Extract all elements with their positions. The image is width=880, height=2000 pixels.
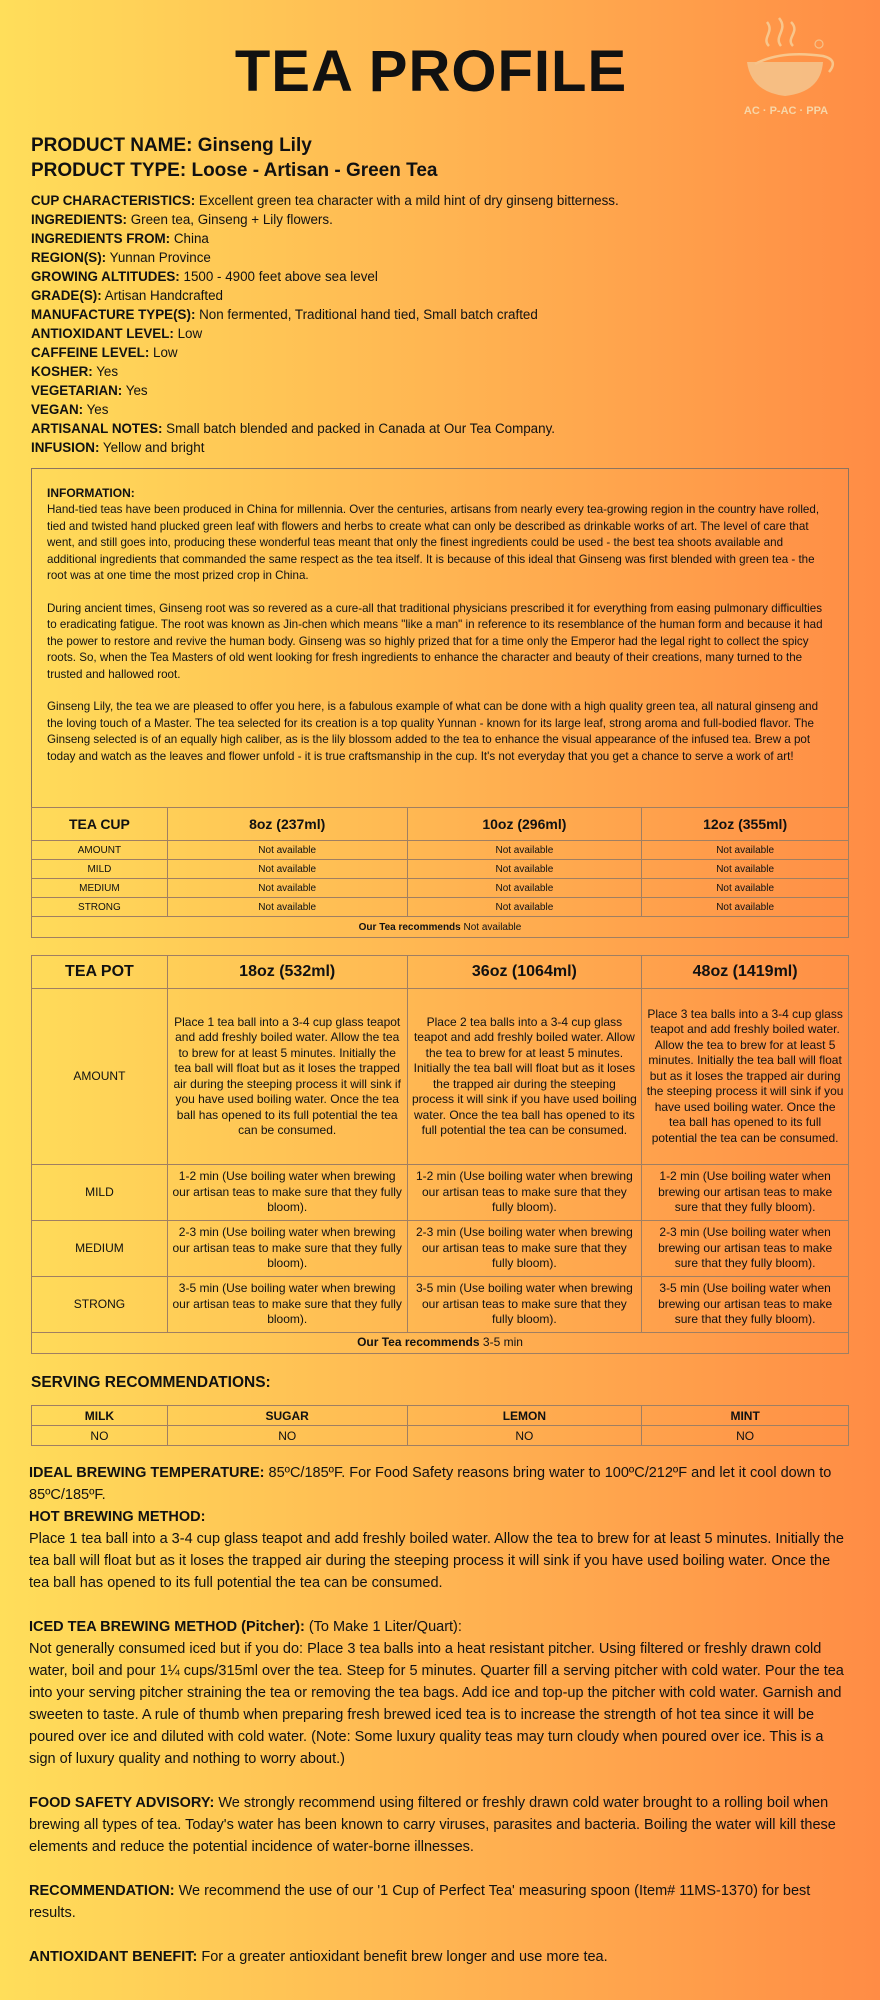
serving-value: NO — [407, 1426, 642, 1446]
brewing-instructions — [29, 1462, 851, 1968]
attribute-row — [31, 305, 849, 324]
attribute-value: Small batch blended and packed in Canada at Our Tea Company. — [166, 421, 555, 436]
table-cell: 3-5 min (Use boiling water when brewing our artisan teas to make sure that they fully bloom). — [407, 1277, 642, 1333]
row-label: STRONG — [32, 1277, 168, 1333]
information-box — [31, 468, 849, 808]
attribute-label: INGREDIENTS FROM: — [31, 231, 171, 246]
product-name: Ginseng Lily — [197, 135, 312, 156]
attribute-label: VEGAN: — [31, 402, 84, 417]
attribute-row — [31, 267, 849, 286]
brewing-text: We recommend the use of our '1 Cup of Perfect Tea' measuring spoon (Item# 11MS-1370) for best results. — [29, 1883, 811, 1921]
attribute-row — [31, 438, 849, 457]
serving-value: NO — [642, 1426, 849, 1446]
information-paragraph: Hand-tied teas have been produced in China for millennia. Over the centuries, artisans from nearly every tea-growing region in the country have rolled, tied and twisted hand plucked green leaf with flowers and herbs to create what can only be described as drinkable works of art. The level of care that went, and still goes into, producing these wonderful teas meant that only the finest ingredients could be used - the best tea shoots available and additional ingredients that commanded the same respect as the tea itself. It is because of this ideal that Ginseng was first blended with green tea - the root was at one time the most prized crop in China. — [47, 503, 820, 582]
attribute-row — [31, 191, 849, 210]
brewing-section — [29, 1506, 851, 1594]
brewing-text: For a greater antioxidant benefit brew longer and use more tea. — [201, 1949, 608, 1965]
table-row — [32, 860, 849, 879]
table-cell: 1-2 min (Use boiling water when brewing our artisan teas to make sure that they fully bloom). — [167, 1165, 407, 1221]
attribute-list — [31, 191, 849, 457]
page-title: TEA PROFILE — [234, 39, 628, 104]
attribute-label: ANTIOXIDANT LEVEL: — [31, 326, 174, 341]
attribute-value: Excellent green tea character with a mild hint of dry ginseng bitterness. — [198, 193, 619, 208]
brewing-section — [29, 1946, 851, 1968]
attribute-row — [31, 324, 849, 343]
table-cell: Not available — [167, 879, 407, 898]
recommendation-value: 3-5 min — [482, 1335, 523, 1350]
attribute-row — [31, 400, 849, 419]
table-cell: 2-3 min (Use boiling water when brewing our artisan teas to make sure that they fully bloom). — [642, 1221, 849, 1277]
row-label: MEDIUM — [32, 879, 168, 898]
product-name-label: PRODUCT NAME: — [31, 135, 193, 156]
brewing-section — [29, 1792, 851, 1858]
serving-value: NO — [167, 1426, 407, 1446]
brewing-text: Place 1 tea ball into a 3-4 cup glass teapot and add freshly boiled water. Allow the tea to brew for at least 5 minutes. Initially the tea ball will float but as it loses the trapped air during the steeping process it will sink if you have used boiling water. Once the tea ball has opened to its full potential the tea can be consumed. — [29, 1531, 844, 1591]
information-body — [47, 502, 833, 765]
table-cell: Place 1 tea ball into a 3-4 cup glass teapot and add freshly boiled water. Allow the tea to brew for at least 5 minutes. Initially the tea ball will float but as it loses the trapped air during the steeping process it will sink if you have used boiling water. Once the tea ball has opened to its full potential the tea can be consumed. — [167, 989, 407, 1165]
table-cell: Place 2 tea balls into a 3-4 cup glass teapot and add freshly boiled water. Allow the tea to brew for at least 5 minutes. Initially the tea ball will float but as it loses the trapped air during the steeping process it will sink if you have used boiling water. Once the tea ball has opened to its full potential the tea can be consumed. — [407, 989, 642, 1165]
brewing-label: RECOMMENDATION: — [29, 1883, 175, 1899]
brewing-text: 85ºC/185ºF. For Food Safety reasons bring water to 100ºC/212ºF and let it cool down to 85ºC/185ºF. — [29, 1465, 832, 1503]
product-type: Loose - Artisan - Green Tea — [191, 160, 438, 181]
attribute-value: Yunnan Province — [109, 250, 211, 265]
brewing-section — [29, 1462, 851, 1506]
brewing-section — [29, 1616, 851, 1770]
brewing-label: HOT BREWING METHOD: — [29, 1509, 206, 1525]
size-header: 18oz (532ml) — [167, 956, 407, 989]
size-header: 36oz (1064ml) — [407, 956, 642, 989]
serving-header: MINT — [642, 1406, 849, 1426]
table-header-row — [32, 808, 849, 841]
table-row — [32, 989, 849, 1165]
table-row — [32, 1165, 849, 1221]
attribute-row — [31, 248, 849, 267]
table-corner-header: TEA POT — [32, 956, 168, 989]
attribute-row — [31, 381, 849, 400]
attribute-value: Low — [153, 345, 178, 360]
logo-text: AC · P-AC · PPA — [743, 105, 829, 117]
table-cell: 2-3 min (Use boiling water when brewing our artisan teas to make sure that they fully bloom). — [167, 1221, 407, 1277]
attribute-label: ARTISANAL NOTES: — [31, 421, 163, 436]
table-cell: Not available — [642, 860, 849, 879]
attribute-value: Yes — [96, 364, 119, 379]
attribute-label: GROWING ALTITUDES: — [31, 269, 180, 284]
size-header: 48oz (1419ml) — [642, 956, 849, 989]
recommendation-label: Our Tea recommends — [358, 921, 461, 933]
table-cell: 3-5 min (Use boiling water when brewing our artisan teas to make sure that they fully bloom). — [167, 1277, 407, 1333]
row-label: MILD — [32, 860, 168, 879]
row-label: MILD — [32, 1165, 168, 1221]
attribute-label: CAFFEINE LEVEL: — [31, 345, 150, 360]
table-cell: Not available — [407, 898, 642, 917]
table-cell: Not available — [167, 860, 407, 879]
product-header — [31, 133, 437, 183]
recommendation-row — [32, 1333, 849, 1354]
table-cell: Not available — [642, 898, 849, 917]
attribute-row — [31, 286, 849, 305]
attribute-label: VEGETARIAN: — [31, 383, 123, 398]
brewing-label: FOOD SAFETY ADVISORY: — [29, 1795, 215, 1811]
table-cell: 1-2 min (Use boiling water when brewing our artisan teas to make sure that they fully bloom). — [407, 1165, 642, 1221]
size-header: 12oz (355ml) — [642, 808, 849, 841]
row-label: MEDIUM — [32, 1221, 168, 1277]
recommendation-label: Our Tea recommends — [357, 1335, 480, 1350]
attribute-label: REGION(S): — [31, 250, 107, 265]
size-header: 8oz (237ml) — [167, 808, 407, 841]
serving-table — [31, 1405, 849, 1446]
tea-pot-table — [31, 955, 849, 1354]
brewing-label: ICED TEA BREWING METHOD (Pitcher): — [29, 1619, 305, 1635]
table-cell: Not available — [642, 841, 849, 860]
table-header-row — [32, 956, 849, 989]
serving-header-row — [32, 1406, 849, 1426]
attribute-value: Low — [177, 326, 203, 341]
attribute-label: INFUSION: — [31, 440, 100, 455]
attribute-label: CUP CHARACTERISTICS: — [31, 193, 196, 208]
attribute-row — [31, 210, 849, 229]
attribute-label: KOSHER: — [31, 364, 93, 379]
serving-value-row — [32, 1426, 849, 1446]
attribute-value: Yellow and bright — [102, 440, 205, 455]
table-cell: 3-5 min (Use boiling water when brewing our artisan teas to make sure that they fully bloom). — [642, 1277, 849, 1333]
brewing-label: ANTIOXIDANT BENEFIT: — [29, 1949, 198, 1965]
attribute-label: GRADE(S): — [31, 288, 102, 303]
brewing-text: Not generally consumed iced but if you do: Place 3 tea balls into a heat resistant pitcher. Using filtered or freshly drawn cold water, boil and pour 1¼ cups/315ml over the tea. Steep for 5 minutes. Quarter fill a serving pitcher with cold water. Pour the tea into your serving pitcher straining the tea or removing the tea bags. Add ice and top-up the pitcher with cold water. Garnish and sweeten to taste. A rule of thumb when preparing fresh brewed iced tea is to increase the strength of hot tea since it will be poured over ice and diluted with cold water. (Note: Some luxury quality teas may turn cloudy when poured over ice. This is a sign of luxury quality and nothing to worry about.) — [29, 1641, 844, 1767]
table-cell: Not available — [642, 879, 849, 898]
attribute-label: MANUFACTURE TYPE(S): — [31, 307, 196, 322]
attribute-value: China — [173, 231, 209, 246]
table-cell: 1-2 min (Use boiling water when brewing our artisan teas to make sure that they fully bloom). — [642, 1165, 849, 1221]
attribute-value: Artisan Handcrafted — [104, 288, 224, 303]
attribute-row — [31, 362, 849, 381]
table-cell: Place 3 tea balls into a 3-4 cup glass teapot and add freshly boiled water. Allow the tea to brew for at least 5 minutes. Initially the tea ball will float but as it loses the trapped air during the steeping process it will sink if you have used boiling water. Once the tea ball has opened to its full potential the tea can be consumed. — [642, 989, 849, 1165]
attribute-row — [31, 343, 849, 362]
brewing-section — [29, 1880, 851, 1924]
recommendation-cell — [32, 1333, 849, 1354]
table-row — [32, 841, 849, 860]
row-label: AMOUNT — [32, 841, 168, 860]
recommendation-row — [32, 917, 849, 938]
table-row — [32, 898, 849, 917]
product-type-label: PRODUCT TYPE: — [31, 160, 187, 181]
serving-value: NO — [32, 1426, 168, 1446]
row-label: STRONG — [32, 898, 168, 917]
product-name-line — [31, 133, 437, 158]
attribute-value: Yes — [86, 402, 109, 417]
table-cell: Not available — [167, 898, 407, 917]
information-paragraph: During ancient times, Ginseng root was so revered as a cure-all that traditional physicians prescribed it for everything from easing pulmonary difficulties to eradicating fatigue. The root was known as Jin-chen which means "like a man" in reference to its resemblance of the human form and because it had the power to restore and revive the human body. Ginseng was so highly prized that for a time only the Emperor had the legal right to collect the spicy roots. So, when the Tea Masters of old went looking for fresh ingredients to enhance the character and beauty of their creations, many turned to the trusted and hallowed root. — [47, 601, 823, 681]
attribute-row — [31, 419, 849, 438]
size-header: 10oz (296ml) — [407, 808, 642, 841]
attribute-value: Yes — [125, 383, 148, 398]
table-row — [32, 1277, 849, 1333]
information-heading: INFORMATION: — [47, 486, 135, 500]
attribute-label: INGREDIENTS: — [31, 212, 127, 227]
brewing-sublabel: (To Make 1 Liter/Quart): — [308, 1619, 462, 1635]
information-paragraph: Ginseng Lily, the tea we are pleased to offer you here, is a fabulous example of what can be done with a high quality green tea, all natural ginseng and the loving touch of a Master. The tea selected for its creation is a top quality Yunnan - known for its large leaf, strong aroma and full-bodied flavor. The Ginseng selected is of an equally high caliber, as is the lily blossom added to the tea to enhance the visual appearance of the infused tea. Brew a pot today and watch as the leaves and flower unfold - it is true craftsmanship in the cup. It's not everyday that you get a chance to serve a work of art! — [47, 700, 819, 763]
table-row — [32, 1221, 849, 1277]
row-label: AMOUNT — [32, 989, 168, 1165]
table-cell: Not available — [407, 879, 642, 898]
attribute-value: Green tea, Ginseng + Lily flowers. — [130, 212, 333, 227]
table-row — [32, 879, 849, 898]
attribute-value: Non fermented, Traditional hand tied, Small batch crafted — [199, 307, 538, 322]
recommendation-cell — [32, 917, 849, 938]
brewing-label: IDEAL BREWING TEMPERATURE: — [29, 1465, 265, 1481]
table-cell: Not available — [407, 860, 642, 879]
recommendation-value: Not available — [463, 921, 522, 933]
attribute-row — [31, 229, 849, 248]
serving-title: SERVING RECOMMENDATIONS: — [31, 1374, 271, 1391]
tea-cup-logo — [711, 16, 861, 126]
tea-cup-table — [31, 807, 849, 938]
table-cell: 2-3 min (Use boiling water when brewing our artisan teas to make sure that they fully bloom). — [407, 1221, 642, 1277]
table-cell: Not available — [407, 841, 642, 860]
attribute-value: 1500 - 4900 feet above sea level — [183, 269, 378, 284]
product-type-line — [31, 158, 437, 183]
table-cell: Not available — [167, 841, 407, 860]
serving-header: SUGAR — [167, 1406, 407, 1426]
serving-header: LEMON — [407, 1406, 642, 1426]
brewing-text: We strongly recommend using filtered or freshly drawn cold water brought to a rolling boil when brewing all types of tea. Today's water has been known to carry viruses, parasites and bacteria. Boiling the water will kill these elements and reduce the potential incidence of water-borne illnesses. — [29, 1795, 836, 1855]
serving-header: MILK — [32, 1406, 168, 1426]
table-corner-header: TEA CUP — [32, 808, 168, 841]
